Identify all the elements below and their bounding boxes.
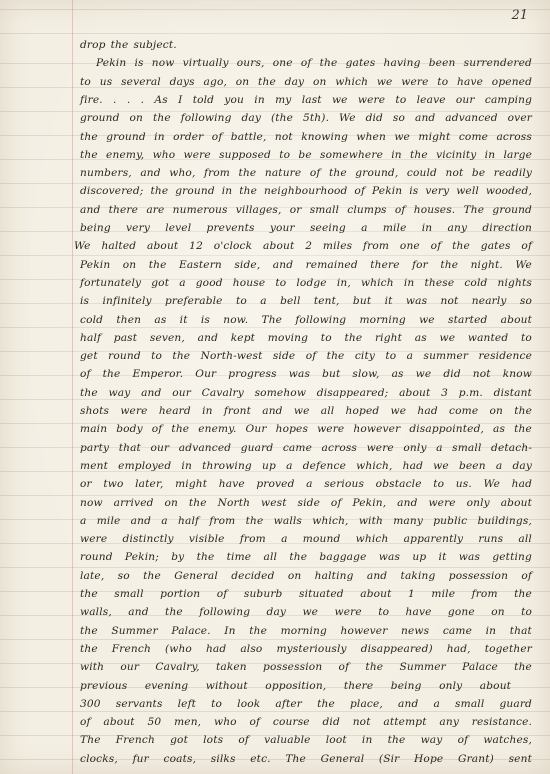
manuscript-line-text: drop the subject. — [80, 39, 177, 51]
manuscript-line-text: The French got lots of valuable loot in the way of watches, — [80, 734, 533, 747]
manuscript-line-text: clocks, fur coats, silks etc. The General (Sir Hope Grant) sent — [80, 752, 532, 765]
manuscript-line-text: previous evening without opposition, there being only about — [80, 679, 512, 692]
manuscript-line-text: fortunately got a good house to lodge in, which in these cold nights — [80, 276, 532, 289]
manuscript-line-text: with our Cavalry, taken possession of the Summer Palace the — [80, 661, 532, 674]
manuscript-line — [0, 747, 550, 771]
manuscript-line-text: numbers, and who, from the nature of the ground, could not be readily — [80, 167, 533, 180]
manuscript-line-text: ground on the following day (the 5th). We did so and advanced over — [80, 112, 532, 125]
manuscript-line-text: a mile and a half from the walls which, with many public buildings, — [80, 514, 532, 527]
manuscript-line-text: the French (who had also mysteriously disappeared) had, together — [80, 642, 532, 655]
manuscript-line-text: of about 50 men, who of course did not attempt any resistance. — [80, 716, 533, 729]
manuscript-line-text: 300 servants left to look after the place, and a small guard — [80, 697, 532, 710]
manuscript-line-text: Pekin on the Eastern side, and remained there for the night. We — [80, 258, 532, 271]
manuscript-line-text: is infinitely preferable to a bell tent, but it was not nearly so — [80, 295, 533, 308]
manuscript-line-text: walls, and the following day we were to have gone on to — [80, 606, 533, 619]
manuscript-line-text: discovered; the ground in the neighbourhood of Pekin is very well wooded, — [80, 185, 532, 198]
manuscript-line-text: the Summer Palace. In the morning however news came in that — [80, 624, 532, 637]
manuscript-line-text: late, so the General decided on halting and taking possession of — [80, 569, 532, 582]
manuscript-line-text: We halted about 12 o'clock about 2 miles from one of the gates of — [74, 240, 533, 253]
manuscript-line-text: and there are numerous villages, or small clumps of houses. The ground — [80, 203, 532, 216]
manuscript-line-text: the way and our Cavalry somehow disappeared; about 3 p.m. distant — [80, 386, 532, 399]
manuscript-line-text: shots were heard in front and we all hoped we had come on the — [80, 405, 533, 417]
manuscript-line-text: half past seven, and kept moving to the right as we wanted to — [80, 331, 532, 344]
manuscript-line-text: or two later, might have proved a serious obstacle to us. We had — [80, 478, 533, 491]
manuscript-line-text: being very level prevents your seeing a mile in any direction — [80, 222, 532, 234]
page-number: 21 — [511, 8, 528, 23]
manuscript-line-text: ment employed in throwing up a defence which, had we been a day — [80, 459, 533, 472]
manuscript-line-text: cold then as it is now. The following morning we started about — [80, 313, 532, 326]
manuscript-line-text: to us several days ago, on the day on which we were to have opened — [80, 75, 533, 88]
manuscript-line-text: party that our advanced guard came across were only a small detach- — [80, 441, 533, 454]
manuscript-line-text: the small portion of suburb situated about 1 mile from the — [80, 588, 532, 600]
manuscript-line-text: the ground in order of battle, not knowing when we might come across — [80, 130, 532, 143]
manuscript-line-text: were distinctly visible from a mound which apparently runs all — [80, 533, 532, 546]
manuscript-line-text: round Pekin; by the time all the baggage was up it was getting — [80, 551, 532, 564]
manuscript-line-text: the enemy, who were supposed to be somewhere in the vicinity in large — [80, 148, 533, 161]
manuscript-line-text: get round to the North-west side of the city to a summer residence — [80, 350, 533, 363]
manuscript-line-text: now arrived on the North west side of Pekin, and were only about — [80, 496, 533, 509]
manuscript-line-text: of the Emperor. Our progress was but slow, as we did not know — [80, 368, 533, 381]
manuscript-line-text: Pekin is now virtually ours, one of the gates having been surrendered — [96, 57, 532, 70]
manuscript-line-text: main body of the enemy. Our hopes were however disappointed, as the — [80, 423, 532, 436]
manuscript-line-text: fire. . . . As I told you in my last we were to leave our camping — [80, 93, 533, 106]
